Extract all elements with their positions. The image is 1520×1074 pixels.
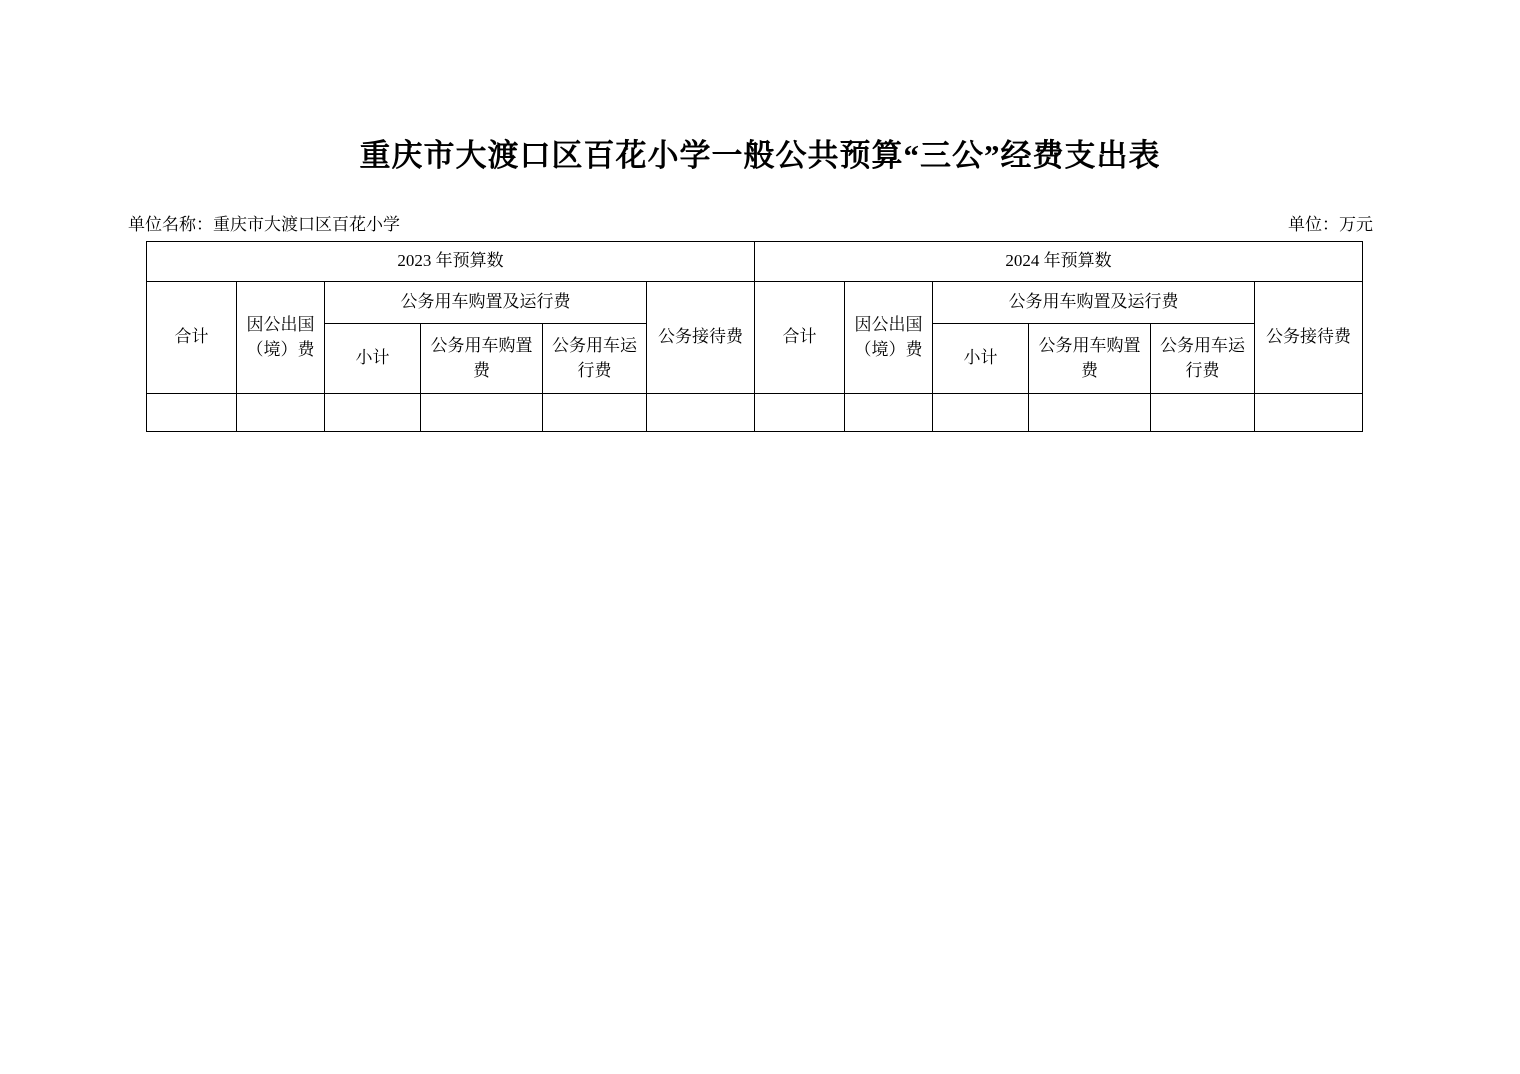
table-row-year-header: [147, 242, 1363, 282]
cell-subtotal-2024: [933, 394, 1029, 432]
column-header-reception-2023: 公务接待费: [647, 282, 755, 394]
column-header-purchase-2023: 公务用车购置费: [421, 324, 543, 394]
column-header-total-2023: 合计: [147, 282, 237, 394]
cell-abroad-2023: [237, 394, 325, 432]
cell-operation-2024: [1151, 394, 1255, 432]
meta-row: [128, 210, 1373, 235]
column-header-subtotal-2024: 小计: [933, 324, 1029, 394]
column-header-total-2024: 合计: [755, 282, 845, 394]
table-row-group-header: [147, 282, 1363, 324]
cell-total-2024: [755, 394, 845, 432]
page-title: 重庆市大渡口区百花小学一般公共预算“三公”经费支出表: [359, 138, 1161, 173]
column-header-purchase-2024: 公务用车购置费: [1029, 324, 1151, 394]
cell-purchase-2023: [421, 394, 543, 432]
group-header-vehicle-2023: 公务用车购置及运行费: [325, 282, 647, 324]
column-header-abroad-2023: 因公出国（境）费: [237, 282, 325, 394]
budget-table: [146, 241, 1363, 432]
cell-reception-2023: [647, 394, 755, 432]
amount-unit-label: 单位：万元: [1288, 215, 1373, 234]
year-header-2024: 2024 年预算数: [755, 242, 1363, 282]
table-row: [147, 394, 1363, 432]
cell-reception-2024: [1255, 394, 1363, 432]
cell-purchase-2024: [1029, 394, 1151, 432]
column-header-subtotal-2023: 小计: [325, 324, 421, 394]
cell-subtotal-2023: [325, 394, 421, 432]
cell-operation-2023: [543, 394, 647, 432]
column-header-abroad-2024: 因公出国（境）费: [845, 282, 933, 394]
group-header-vehicle-2024: 公务用车购置及运行费: [933, 282, 1255, 324]
column-header-operation-2024: 公务用车运行费: [1151, 324, 1255, 394]
unit-name-label: 单位名称：重庆市大渡口区百花小学: [128, 215, 400, 234]
year-header-2023: 2023 年预算数: [147, 242, 755, 282]
cell-abroad-2024: [845, 394, 933, 432]
column-header-operation-2023: 公务用车运行费: [543, 324, 647, 394]
column-header-reception-2024: 公务接待费: [1255, 282, 1363, 394]
cell-total-2023: [147, 394, 237, 432]
